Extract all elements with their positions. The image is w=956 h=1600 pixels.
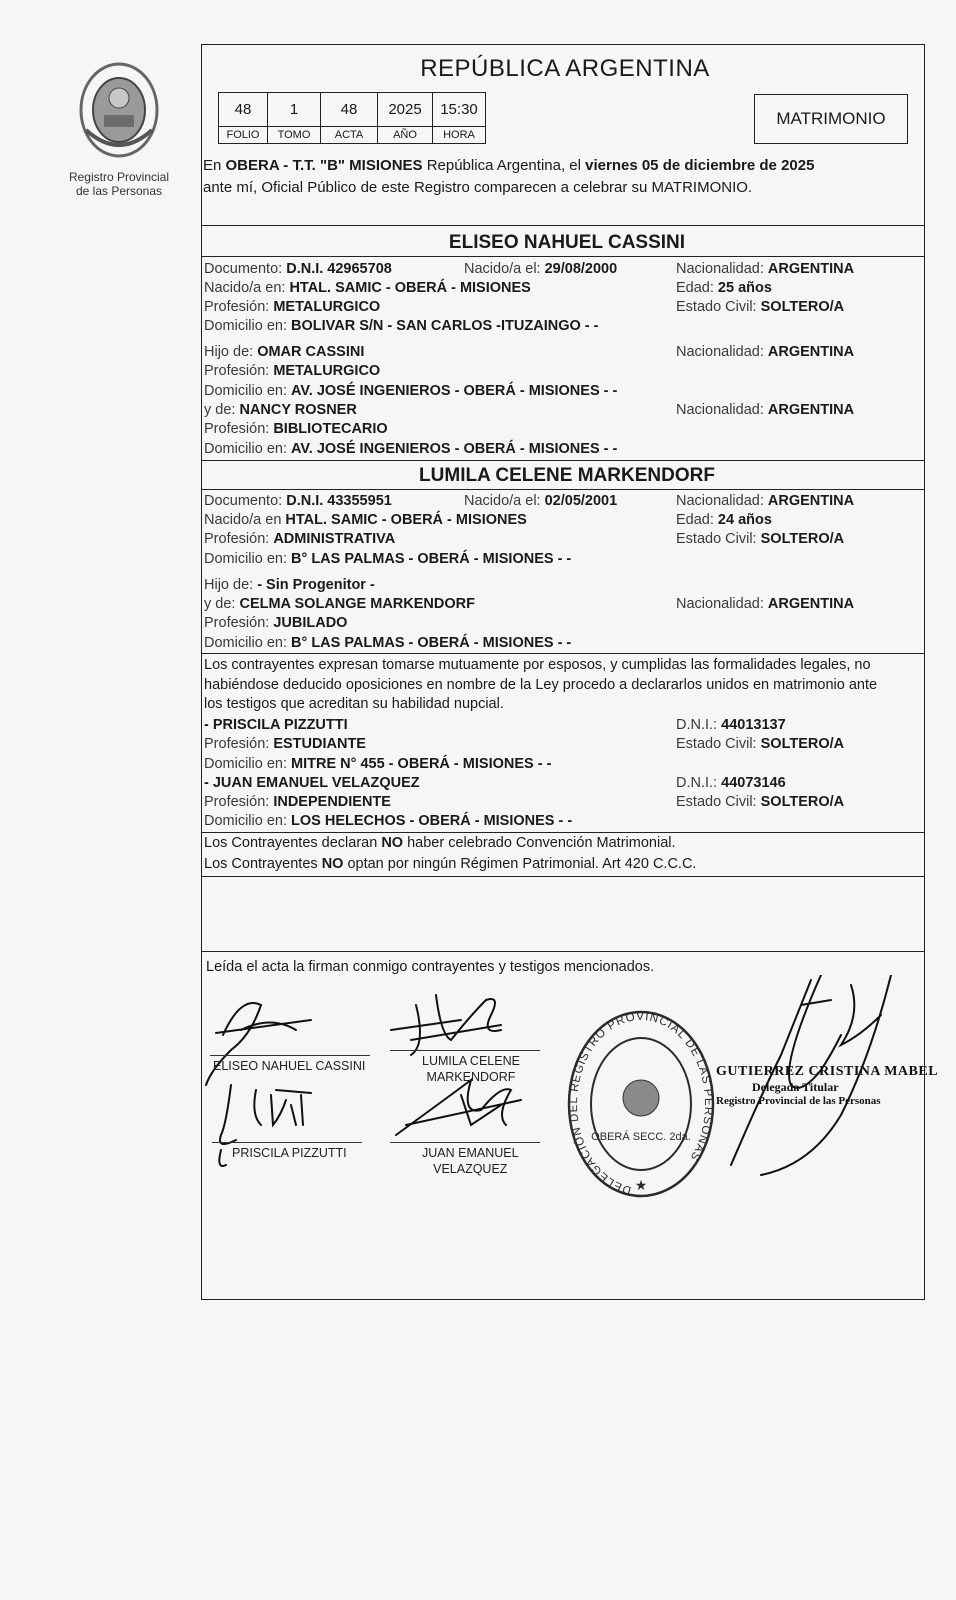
official-name: GUTIERREZ CRISTINA MABEL xyxy=(716,1064,939,1079)
bride-nationality: Nacionalidad: ARGENTINA xyxy=(676,493,855,509)
witness-1-name: - PRISCILA PIZZUTTI xyxy=(204,717,348,733)
official-stamp xyxy=(716,1064,938,1107)
registry-seal xyxy=(566,1010,716,1202)
bride-mother-name: y de: CELMA SOLANGE MARKENDORF xyxy=(204,596,475,612)
groom-signature-label: ELISEO NAHUEL CASSINI xyxy=(213,1059,366,1073)
seal-inner-text: OBERÁ SECC. 2da. xyxy=(591,1131,691,1143)
witness-1-signature-label: PRISCILA PIZZUTTI xyxy=(232,1146,347,1160)
groom-age: Edad: 25 años xyxy=(676,280,772,296)
groom-civil-status: Estado Civil: SOLTERO/A xyxy=(676,299,845,315)
bride-age: Edad: 24 años xyxy=(676,512,772,528)
declaration-line-2: habiéndose deducido oposiciones en nombre de la Ley procedo a declararlos unidos en matrimonio ante xyxy=(204,677,878,693)
bride-address: Domicilio en: B° LAS PALMAS - OBERÁ - MISIONES - - xyxy=(204,551,572,567)
bride-signature xyxy=(391,995,501,1055)
groom-mother-nationality: Nacionalidad: ARGENTINA xyxy=(676,402,855,418)
groom-profession: Profesión: METALURGICO xyxy=(204,299,381,315)
groom-mother-address: Domicilio en: AV. JOSÉ INGENIEROS - OBERÁ - MISIONES - - xyxy=(204,441,618,457)
divider xyxy=(201,225,925,226)
bride-signature-line xyxy=(390,1050,540,1051)
registry-logo xyxy=(60,60,178,200)
witness-2-signature-line xyxy=(390,1142,540,1143)
act-type-box: MATRIMONIO xyxy=(754,94,908,144)
groom-nationality: Nacionalidad: ARGENTINA xyxy=(676,261,855,277)
seal-ring-text: DELEGACIÓN DEL REGISTRO PROVINCIAL DE LAS PERSONAS xyxy=(567,1010,715,1196)
witness-2-signature-label: JUAN EMANUEL VELAZQUEZ xyxy=(422,1146,519,1176)
groom-birth-date: Nacido/a el: 29/08/2000 xyxy=(464,261,618,277)
registry-label xyxy=(60,170,178,198)
divider xyxy=(201,876,925,877)
groom-birth-place: Nacido/a en: HTAL. SAMIC - OBERÁ - MISIONES xyxy=(204,280,531,296)
note-regime: Los Contrayentes NO optan por ningún Régimen Patrimonial. Art 420 C.C.C. xyxy=(204,856,697,872)
witness-1-civil-status: Estado Civil: SOLTERO/A xyxy=(676,736,845,752)
bride-civil-status: Estado Civil: SOLTERO/A xyxy=(676,531,845,547)
witness-2-name: - JUAN EMANUEL VELAZQUEZ xyxy=(204,775,420,791)
witness-1-dni: D.N.I.: 44013137 xyxy=(676,717,786,733)
bride-birth-date: Nacido/a el: 02/05/2001 xyxy=(464,493,618,509)
divider xyxy=(201,653,925,654)
registry-label-line2: de las Personas xyxy=(75,184,163,198)
record-numbers-table xyxy=(218,92,486,144)
divider xyxy=(201,256,925,257)
official-title: Delegada Titular xyxy=(752,1080,839,1094)
groom-signature-line xyxy=(210,1055,370,1056)
star-icon: ★ xyxy=(634,1177,648,1193)
bride-mother-profession: Profesión: JUBILADO xyxy=(204,615,348,631)
intro-line-1: En OBERA - T.T. "B" MISIONES República Argentina, el viernes 05 de diciembre de 2025 xyxy=(203,157,815,174)
bride-mother-nationality: Nacionalidad: ARGENTINA xyxy=(676,596,855,612)
divider xyxy=(201,489,925,490)
acta-value: 48 xyxy=(321,93,378,127)
tomo-value: 1 xyxy=(268,93,321,127)
bride-document: Documento: D.N.I. 43355951 xyxy=(204,493,392,509)
witness-1-signature-line xyxy=(212,1142,362,1143)
anio-label: AÑO xyxy=(378,127,433,144)
intro-line-2: ante mí, Oficial Público de este Registro comparecen a celebrar su MATRIMONIO. xyxy=(203,179,753,196)
bride-birth-place: Nacido/a en HTAL. SAMIC - OBERÁ - MISIONES xyxy=(204,512,527,528)
acta-label: ACTA xyxy=(321,127,378,144)
groom-father-profession: Profesión: METALURGICO xyxy=(204,363,381,379)
witness-1-profession: Profesión: ESTUDIANTE xyxy=(204,736,366,752)
hora-label: HORA xyxy=(433,127,486,144)
groom-mother-profession: Profesión: BIBLIOTECARIO xyxy=(204,421,388,437)
anio-value: 2025 xyxy=(378,93,433,127)
witness-2-profession: Profesión: INDEPENDIENTE xyxy=(204,794,391,810)
witness-2-civil-status: Estado Civil: SOLTERO/A xyxy=(676,794,845,810)
declaration-line-1: Los contrayentes expresan tomarse mutuamente por esposos, y cumplidas las formalidades legales, no xyxy=(204,657,871,673)
groom-father-name: Hijo de: OMAR CASSINI xyxy=(204,344,365,360)
witness-1-address: Domicilio en: MITRE N° 455 - OBERÁ - MISIONES - - xyxy=(204,756,552,772)
groom-name: ELISEO NAHUEL CASSINI xyxy=(448,232,686,253)
bride-mother-address: Domicilio en: B° LAS PALMAS - OBERÁ - MISIONES - - xyxy=(204,635,572,651)
crest-icon xyxy=(74,60,164,160)
groom-father-nationality: Nacionalidad: ARGENTINA xyxy=(676,344,855,360)
divider xyxy=(201,951,925,952)
declaration-line-3: los testigos que acreditan su habilidad nupcial. xyxy=(204,696,504,712)
divider xyxy=(201,460,925,461)
folio-label: FOLIO xyxy=(219,127,268,144)
witness-2-signature xyxy=(396,1080,521,1135)
groom-mother-name: y de: NANCY ROSNER xyxy=(204,402,357,418)
bride-father-name: Hijo de: - Sin Progenitor - xyxy=(204,577,375,593)
official-office: Registro Provincial de las Personas xyxy=(716,1095,881,1107)
bride-name: LUMILA CELENE MARKENDORF xyxy=(419,465,715,486)
bride-signature-label: LUMILA CELENE MARKENDORF xyxy=(422,1054,520,1084)
note-convention: Los Contrayentes declaran NO haber celebrado Convención Matrimonial. xyxy=(204,835,676,851)
hora-value: 15:30 xyxy=(433,93,486,127)
closing-statement: Leída el acta la firman conmigo contrayentes y testigos mencionados. xyxy=(206,959,655,975)
bride-profession: Profesión: ADMINISTRATIVA xyxy=(204,531,396,547)
witness-2-dni: D.N.I.: 44073146 xyxy=(676,775,786,791)
witness-2-address: Domicilio en: LOS HELECHOS - OBERÁ - MISIONES - - xyxy=(204,813,573,829)
groom-father-address: Domicilio en: AV. JOSÉ INGENIEROS - OBERÁ - MISIONES - - xyxy=(204,383,618,399)
country-title: REPÚBLICA ARGENTINA xyxy=(420,55,710,82)
divider xyxy=(201,832,925,833)
tomo-label: TOMO xyxy=(268,127,321,144)
groom-address: Domicilio en: BOLIVAR S/N - SAN CARLOS -ITUZAINGO - - xyxy=(204,318,599,334)
groom-document: Documento: D.N.I. 42965708 xyxy=(204,261,392,277)
registry-label-line1: Registro Provincial xyxy=(68,170,170,184)
folio-value: 48 xyxy=(219,93,268,127)
